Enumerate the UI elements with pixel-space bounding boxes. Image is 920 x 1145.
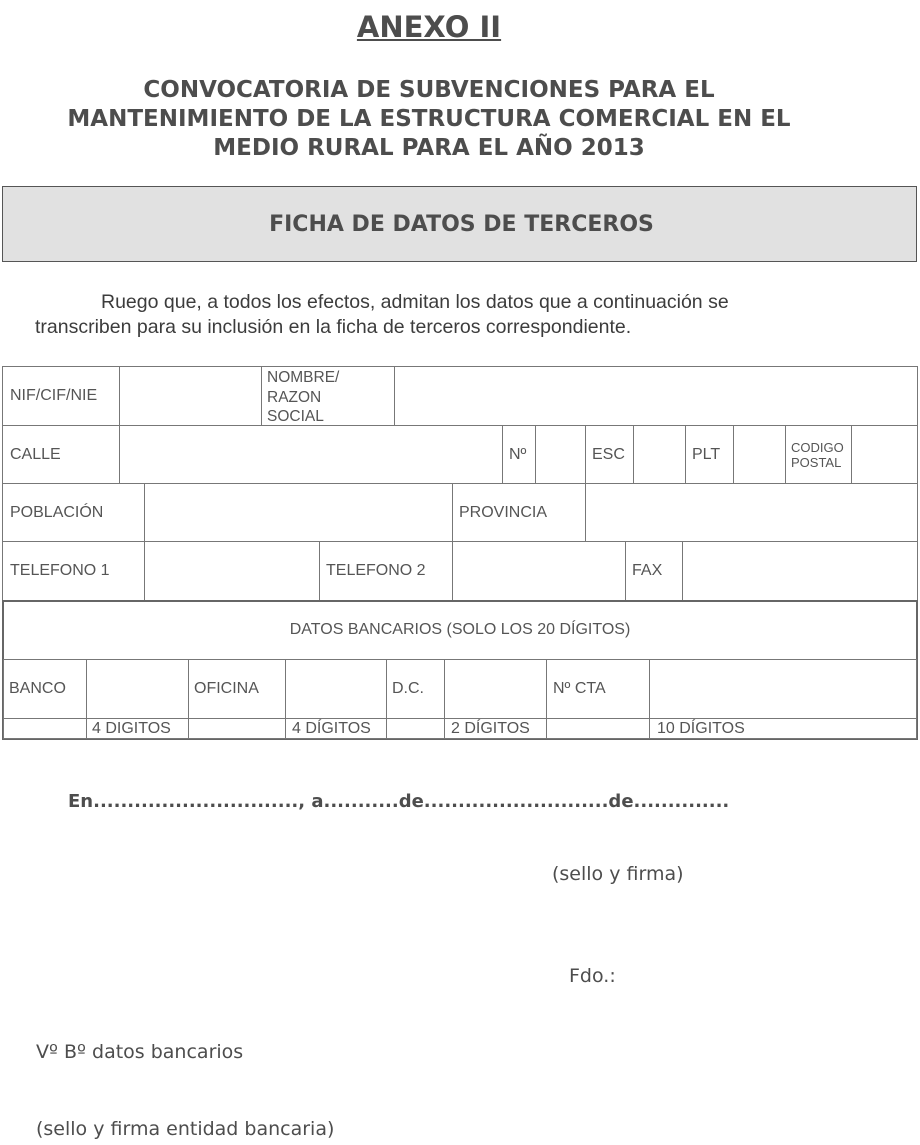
dc-hint: 2 DÍGITOS (451, 720, 530, 737)
calle-label-cell (2, 425, 120, 484)
plt-label: PLT (692, 446, 721, 463)
numero-label-cell (502, 425, 536, 484)
form-banner-title: FICHA DE DATOS DE TERCEROS (269, 211, 654, 237)
cuenta-field[interactable] (649, 659, 917, 719)
annex-title: ANEXO II (356, 10, 502, 44)
cuenta-hint: 10 DÍGITOS (657, 720, 745, 737)
call-title-line-3: MEDIO RURAL PARA EL AÑO 2013 (213, 135, 645, 161)
oficina-hint-cell (285, 718, 387, 739)
codigo-postal-field[interactable] (851, 425, 918, 484)
nombre-label (267, 368, 339, 427)
nombre-field[interactable] (394, 366, 918, 426)
dc-hint-cell (444, 718, 547, 739)
fax-label-cell (625, 541, 683, 601)
dc-label: D.C. (392, 680, 424, 697)
oficina-label: OFICINA (194, 680, 259, 697)
intro-line-1: Ruego que, a todos los efectos, admitan los datos que a continuación se (101, 291, 729, 313)
nif-field[interactable] (119, 366, 262, 426)
nif-label-cell (2, 366, 120, 426)
dc-label-cell (386, 659, 445, 719)
oficina-hint: 4 DÍGITOS (292, 720, 371, 737)
provincia-label-cell (452, 483, 586, 542)
poblacion-field[interactable] (144, 483, 453, 542)
codigo-postal-label (791, 440, 844, 470)
intro-line-2: transcriben para su inclusión en la ficha de terceros correspondiente. (35, 316, 632, 338)
oficina-label-cell (188, 659, 286, 719)
esc-label: ESC (592, 446, 625, 463)
nombre-label-line-1: NOMBRE/ (267, 369, 340, 386)
cuenta-hint-cell (649, 718, 917, 739)
provincia-label: PROVINCIA (459, 504, 548, 521)
telefono1-label: TELEFONO 1 (10, 562, 110, 579)
bank-stamp-label: (sello y firma entidad bancaria) (36, 1118, 335, 1140)
intro-paragraph (35, 290, 729, 340)
call-title (0, 76, 858, 163)
codigo-postal-label-cell (785, 425, 852, 484)
calle-field[interactable] (119, 425, 503, 484)
nombre-label-line-3: SOCIAL (267, 408, 324, 425)
call-title-line-2: MANTENIMIENTO DE LA ESTRUCTURA COMERCIAL EN EL (67, 106, 791, 132)
banco-hint-cell (86, 718, 189, 739)
dc-hint-blank (386, 718, 445, 739)
nombre-label-line-2: RAZON (267, 388, 322, 406)
telefono1-label-cell (2, 541, 145, 601)
telefono2-label-cell (319, 541, 453, 601)
plt-field[interactable] (733, 425, 786, 484)
telefono1-field[interactable] (144, 541, 320, 601)
bank-approval-label: Vº Bº datos bancarios (36, 1041, 244, 1063)
cuenta-label-cell (546, 659, 650, 719)
dc-field[interactable] (444, 659, 547, 719)
oficina-field[interactable] (285, 659, 387, 719)
call-title-line-1: CONVOCATORIA DE SUBVENCIONES PARA EL (143, 77, 715, 103)
fax-field[interactable] (682, 541, 918, 601)
banco-label: BANCO (9, 680, 66, 697)
place-date-line: En.............................., a...........de...........................de.............. (68, 791, 730, 812)
banco-field[interactable] (86, 659, 189, 719)
telefono2-field[interactable] (452, 541, 626, 601)
cuenta-label: Nº CTA (553, 680, 606, 697)
banco-label-cell (3, 659, 87, 719)
oficina-hint-blank (188, 718, 286, 739)
calle-label: CALLE (10, 446, 61, 463)
codigo-postal-label-line-2: POSTAL (791, 455, 842, 470)
esc-label-cell (585, 425, 634, 484)
codigo-postal-label-line-1: CODIGO (791, 440, 844, 455)
numero-field[interactable] (535, 425, 586, 484)
poblacion-label-cell (2, 483, 145, 542)
telefono2-label: TELEFONO 2 (326, 562, 426, 579)
banco-hint-blank (3, 718, 87, 739)
cuenta-hint-blank (546, 718, 650, 739)
bank-title: DATOS BANCARIOS (SOLO LOS 20 DÍGITOS) (289, 621, 631, 638)
nif-label: NIF/CIF/NIE (10, 387, 98, 404)
nombre-label-cell (261, 366, 395, 426)
banco-hint: 4 DIGITOS (92, 720, 171, 737)
fax-label: FAX (632, 562, 663, 579)
stamp-signature-label: (sello y firma) (552, 863, 684, 885)
plt-label-cell (685, 425, 734, 484)
poblacion-label: POBLACIÓN (10, 504, 104, 521)
esc-field[interactable] (633, 425, 686, 484)
numero-label: Nº (509, 446, 527, 463)
fdo-label: Fdo.: (569, 965, 616, 987)
form-banner (2, 186, 917, 262)
provincia-field[interactable] (585, 483, 918, 542)
